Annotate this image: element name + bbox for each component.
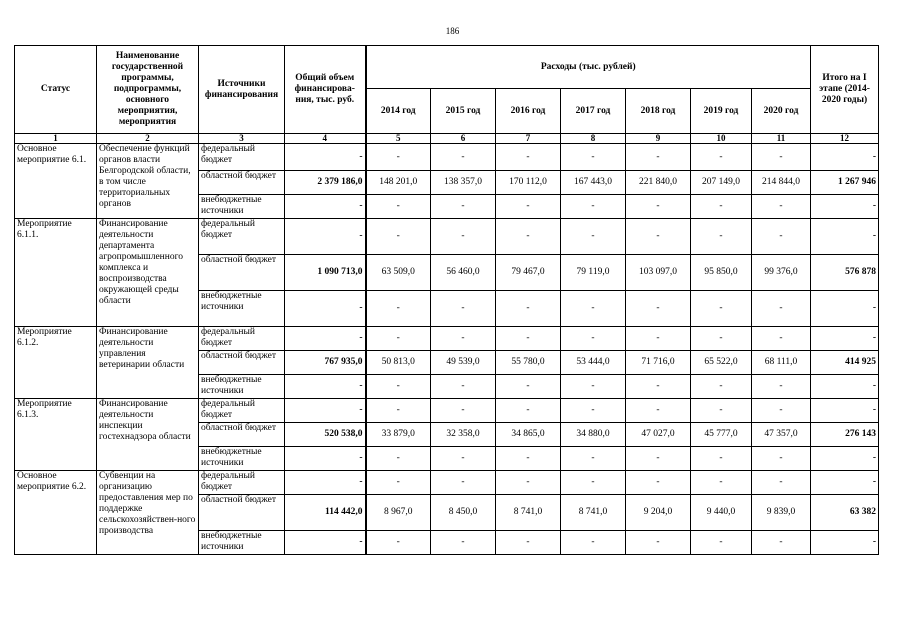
total-cell: -	[285, 195, 366, 219]
year-value-cell: 103 097,0	[626, 255, 691, 291]
year-value-cell: -	[431, 471, 496, 495]
column-index: 3	[199, 134, 285, 144]
year-value-cell: -	[431, 447, 496, 471]
year-value-cell: -	[496, 399, 561, 423]
year-value-cell: -	[431, 399, 496, 423]
column-index: 5	[366, 134, 431, 144]
year-value-cell: 95 850,0	[691, 255, 752, 291]
final-total-cell: -	[811, 375, 879, 399]
final-total-cell: 1 267 946	[811, 171, 879, 195]
final-total-cell: 414 925	[811, 351, 879, 375]
page-number: 186	[445, 26, 460, 36]
year-value-cell: -	[691, 195, 752, 219]
total-cell: -	[285, 219, 366, 255]
table-row	[15, 399, 879, 423]
status-cell: Мероприятие 6.1.2.	[15, 327, 97, 399]
column-index: 6	[431, 134, 496, 144]
column-index: 7	[496, 134, 561, 144]
year-value-cell: -	[496, 327, 561, 351]
column-index: 8	[561, 134, 626, 144]
year-value-cell: -	[626, 531, 691, 555]
year-value-cell: 49 539,0	[431, 351, 496, 375]
year-value-cell: -	[752, 291, 811, 327]
year-value-cell: 63 509,0	[366, 255, 431, 291]
year-value-cell: -	[561, 291, 626, 327]
header-year: 2014 год	[366, 89, 431, 134]
year-value-cell: 170 112,0	[496, 171, 561, 195]
header-status: Статус	[15, 46, 97, 134]
year-value-cell: 8 967,0	[366, 495, 431, 531]
final-total-cell: -	[811, 219, 879, 255]
name-cell: Финансирование деятельности инспекции гостехнадзора области	[97, 399, 199, 471]
year-value-cell: -	[366, 195, 431, 219]
year-value-cell: -	[752, 327, 811, 351]
total-cell: -	[285, 327, 366, 351]
header-year: 2015 год	[431, 89, 496, 134]
year-value-cell: -	[366, 531, 431, 555]
table-row	[15, 219, 879, 255]
name-cell: Финансирование деятельности управления ветеринарии области	[97, 327, 199, 399]
source-cell: федеральный бюджет	[199, 471, 285, 495]
year-value-cell: 55 780,0	[496, 351, 561, 375]
year-value-cell: -	[691, 327, 752, 351]
final-total-cell: 276 143	[811, 423, 879, 447]
year-value-cell: -	[691, 144, 752, 171]
year-value-cell: 34 865,0	[496, 423, 561, 447]
year-value-cell: -	[366, 375, 431, 399]
year-value-cell: -	[626, 399, 691, 423]
year-value-cell: -	[366, 447, 431, 471]
year-value-cell: 79 119,0	[561, 255, 626, 291]
year-value-cell: -	[752, 219, 811, 255]
source-cell: областной бюджет	[199, 171, 285, 195]
final-total-cell: -	[811, 195, 879, 219]
year-value-cell: -	[752, 375, 811, 399]
final-total-cell: 576 878	[811, 255, 879, 291]
year-value-cell: -	[752, 471, 811, 495]
index-row	[15, 134, 879, 144]
header-year: 2018 год	[626, 89, 691, 134]
source-cell: областной бюджет	[199, 255, 285, 291]
year-value-cell: -	[691, 471, 752, 495]
total-cell: -	[285, 375, 366, 399]
year-value-cell: 8 741,0	[496, 495, 561, 531]
year-value-cell: -	[561, 399, 626, 423]
year-value-cell: -	[626, 327, 691, 351]
year-value-cell: -	[561, 327, 626, 351]
year-value-cell: -	[496, 471, 561, 495]
year-value-cell: 33 879,0	[366, 423, 431, 447]
year-value-cell: -	[752, 195, 811, 219]
column-index: 2	[97, 134, 199, 144]
total-cell: -	[285, 399, 366, 423]
column-index: 9	[626, 134, 691, 144]
year-value-cell: -	[691, 291, 752, 327]
header-name: Наименование государственной программы, подпрограммы, основного мероприятия, мероприятия	[97, 46, 199, 134]
header-total: Общий объем финансирова-ния, тыс. руб.	[285, 46, 366, 134]
year-value-cell: -	[561, 219, 626, 255]
column-index: 4	[285, 134, 366, 144]
year-value-cell: 47 027,0	[626, 423, 691, 447]
year-value-cell: 221 840,0	[626, 171, 691, 195]
column-index: 12	[811, 134, 879, 144]
year-value-cell: -	[366, 219, 431, 255]
year-value-cell: 71 716,0	[626, 351, 691, 375]
total-cell: -	[285, 447, 366, 471]
source-cell: внебюджетные источники	[199, 195, 285, 219]
year-value-cell: 34 880,0	[561, 423, 626, 447]
year-value-cell: 148 201,0	[366, 171, 431, 195]
header-year: 2016 год	[496, 89, 561, 134]
year-value-cell: -	[691, 531, 752, 555]
status-cell: Мероприятие 6.1.3.	[15, 399, 97, 471]
year-value-cell: -	[366, 291, 431, 327]
header-year: 2020 год	[752, 89, 811, 134]
total-cell: 2 379 186,0	[285, 171, 366, 195]
year-value-cell: -	[561, 531, 626, 555]
year-value-cell: -	[431, 219, 496, 255]
source-cell: внебюджетные источники	[199, 375, 285, 399]
source-cell: областной бюджет	[199, 351, 285, 375]
year-value-cell: -	[496, 219, 561, 255]
year-value-cell: 47 357,0	[752, 423, 811, 447]
column-index: 11	[752, 134, 811, 144]
year-value-cell: 65 522,0	[691, 351, 752, 375]
status-cell: Мероприятие 6.1.1.	[15, 219, 97, 327]
year-value-cell: 138 357,0	[431, 171, 496, 195]
column-index: 1	[15, 134, 97, 144]
table-row	[15, 327, 879, 351]
budget-table	[14, 45, 879, 555]
source-cell: федеральный бюджет	[199, 219, 285, 255]
header-final: Итого на I этапе (2014-2020 годы)	[811, 46, 879, 134]
year-value-cell: 68 111,0	[752, 351, 811, 375]
source-cell: федеральный бюджет	[199, 399, 285, 423]
year-value-cell: -	[431, 291, 496, 327]
year-value-cell: -	[431, 195, 496, 219]
header-year: 2017 год	[561, 89, 626, 134]
source-cell: федеральный бюджет	[199, 327, 285, 351]
status-cell: Основное мероприятие 6.1.	[15, 144, 97, 219]
year-value-cell: 9 204,0	[626, 495, 691, 531]
source-cell: внебюджетные источники	[199, 531, 285, 555]
year-value-cell: -	[752, 531, 811, 555]
total-cell: -	[285, 291, 366, 327]
year-value-cell: -	[691, 447, 752, 471]
year-value-cell: 45 777,0	[691, 423, 752, 447]
year-value-cell: -	[561, 195, 626, 219]
total-cell: -	[285, 471, 366, 495]
year-value-cell: 167 443,0	[561, 171, 626, 195]
source-cell: областной бюджет	[199, 423, 285, 447]
year-value-cell: -	[626, 447, 691, 471]
year-value-cell: -	[496, 291, 561, 327]
year-value-cell: 32 358,0	[431, 423, 496, 447]
year-value-cell: -	[561, 144, 626, 171]
total-cell: 520 538,0	[285, 423, 366, 447]
year-value-cell: -	[431, 375, 496, 399]
total-cell: 114 442,0	[285, 495, 366, 531]
year-value-cell: -	[561, 447, 626, 471]
column-index: 10	[691, 134, 752, 144]
year-value-cell: 214 844,0	[752, 171, 811, 195]
year-value-cell: -	[561, 471, 626, 495]
year-value-cell: -	[752, 144, 811, 171]
table-body	[15, 144, 879, 555]
year-value-cell: -	[626, 219, 691, 255]
year-value-cell: -	[626, 195, 691, 219]
final-total-cell: -	[811, 447, 879, 471]
year-value-cell: -	[431, 144, 496, 171]
year-value-cell: -	[691, 219, 752, 255]
year-value-cell: 8 450,0	[431, 495, 496, 531]
year-value-cell: 50 813,0	[366, 351, 431, 375]
header-year: 2019 год	[691, 89, 752, 134]
total-cell: 1 090 713,0	[285, 255, 366, 291]
year-value-cell: -	[496, 144, 561, 171]
name-cell: Субвенции на организацию предоставления мер по поддержке сельскохозяйствен-ного производства	[97, 471, 199, 555]
year-value-cell: 9 440,0	[691, 495, 752, 531]
year-value-cell: 99 376,0	[752, 255, 811, 291]
year-value-cell: -	[366, 399, 431, 423]
year-value-cell: -	[626, 375, 691, 399]
year-value-cell: 8 741,0	[561, 495, 626, 531]
name-cell: Обеспечение функций органов власти Белгородской области, в том числе территориальных органов	[97, 144, 199, 219]
total-cell: 767 935,0	[285, 351, 366, 375]
year-value-cell: -	[752, 447, 811, 471]
year-value-cell: -	[691, 399, 752, 423]
year-value-cell: 56 460,0	[431, 255, 496, 291]
year-value-cell: -	[691, 375, 752, 399]
total-cell: -	[285, 531, 366, 555]
source-cell: внебюджетные источники	[199, 291, 285, 327]
name-cell: Финансирование деятельности департамента агропромышленного комплекса и воспроизводства окружающей среды области	[97, 219, 199, 327]
header-source: Источники финансирования	[199, 46, 285, 134]
year-value-cell: -	[431, 327, 496, 351]
year-value-cell: -	[626, 144, 691, 171]
final-total-cell: -	[811, 144, 879, 171]
year-value-cell: 79 467,0	[496, 255, 561, 291]
final-total-cell: -	[811, 291, 879, 327]
source-cell: областной бюджет	[199, 495, 285, 531]
year-value-cell: 207 149,0	[691, 171, 752, 195]
final-total-cell: 63 382	[811, 495, 879, 531]
year-value-cell: -	[496, 375, 561, 399]
year-value-cell: -	[496, 531, 561, 555]
year-value-cell: -	[626, 471, 691, 495]
year-value-cell: -	[366, 471, 431, 495]
final-total-cell: -	[811, 471, 879, 495]
year-value-cell: 9 839,0	[752, 495, 811, 531]
source-cell: внебюджетные источники	[199, 447, 285, 471]
year-value-cell: -	[366, 327, 431, 351]
source-cell: федеральный бюджет	[199, 144, 285, 171]
year-value-cell: -	[496, 195, 561, 219]
status-cell: Основное мероприятие 6.2.	[15, 471, 97, 555]
year-value-cell: -	[496, 447, 561, 471]
header-expenses: Расходы (тыс. рублей)	[366, 46, 811, 89]
total-cell: -	[285, 144, 366, 171]
year-value-cell: -	[431, 531, 496, 555]
final-total-cell: -	[811, 531, 879, 555]
final-total-cell: -	[811, 399, 879, 423]
year-value-cell: -	[561, 375, 626, 399]
year-value-cell: -	[752, 399, 811, 423]
year-value-cell: 53 444,0	[561, 351, 626, 375]
year-value-cell: -	[626, 291, 691, 327]
year-value-cell: -	[366, 144, 431, 171]
final-total-cell: -	[811, 327, 879, 351]
table-row	[15, 471, 879, 495]
table-row	[15, 144, 879, 171]
